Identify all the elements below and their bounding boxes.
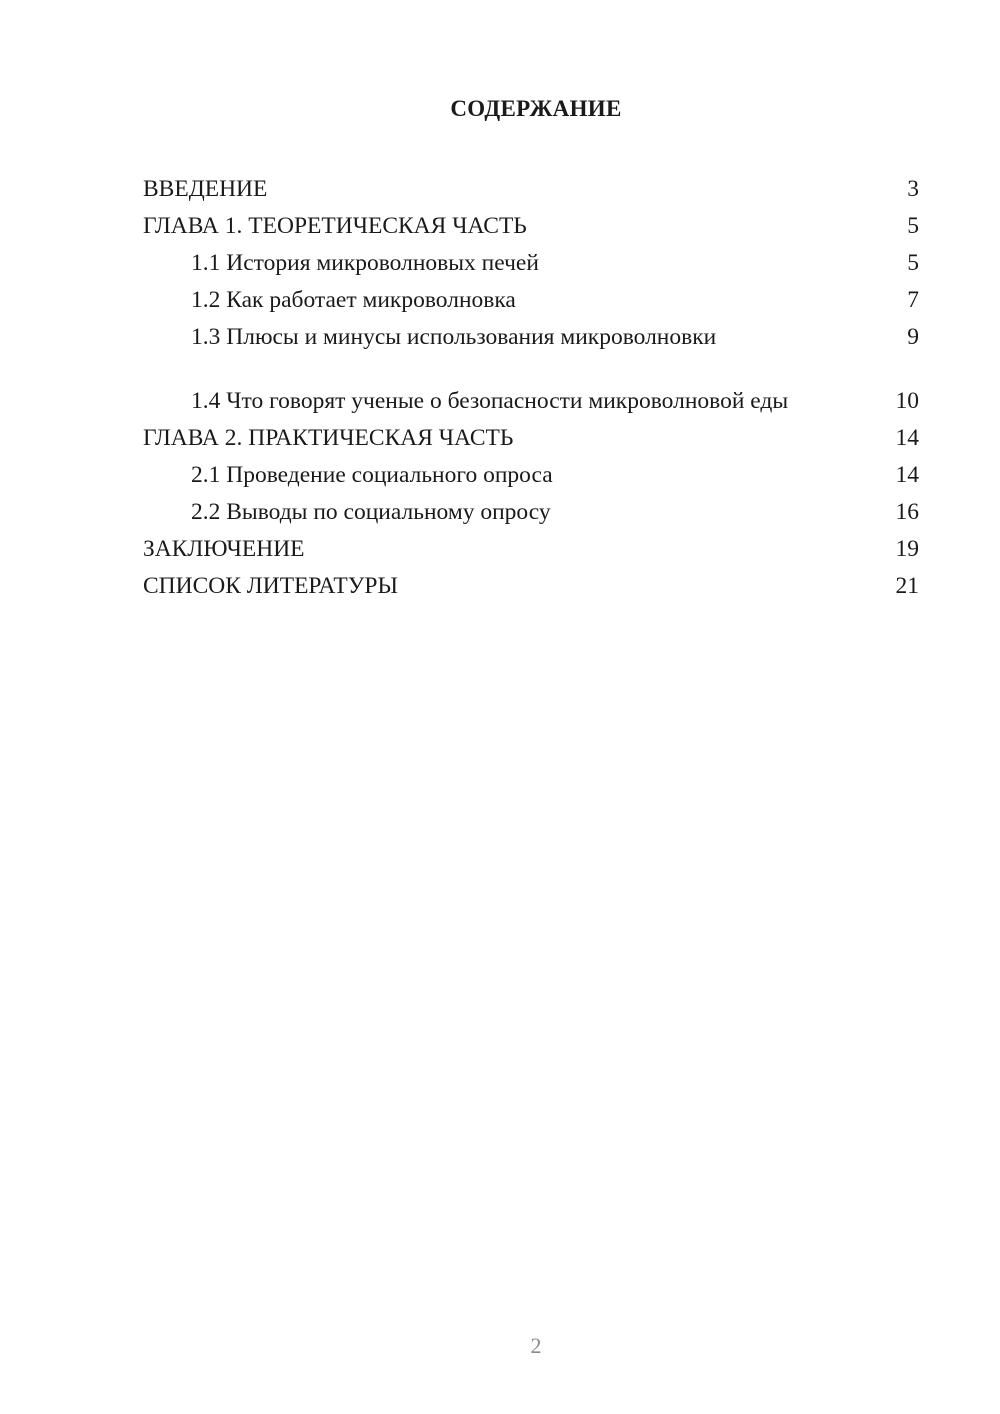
toc-entry-label: 1.4 Что говорят ученые о безопасности микроволновой еды	[191, 388, 789, 414]
toc-entry	[143, 279, 919, 316]
toc-entry-label: 1.1 История микроволновых печей	[191, 250, 539, 276]
toc-entry	[143, 528, 919, 565]
toc-entry	[143, 491, 919, 528]
toc-entry-label: 1.2 Как работает микроволновка	[191, 287, 516, 313]
table-of-contents	[143, 168, 919, 602]
toc-entry-page: 14	[895, 462, 919, 488]
toc-entry-page: 19	[895, 536, 919, 562]
toc-entry-page: 10	[895, 388, 919, 414]
toc-entry-page: 7	[907, 287, 919, 313]
toc-entry	[143, 205, 919, 242]
toc-entry-page: 9	[907, 324, 919, 350]
toc-entry-label: 1.3 Плюсы и минусы использования микроволновки	[191, 324, 717, 350]
toc-entry-label: ГЛАВА 2. ПРАКТИЧЕСКАЯ ЧАСТЬ	[143, 425, 514, 451]
toc-entry-label: ЗАКЛЮЧЕНИЕ	[143, 536, 305, 562]
toc-entry-page: 3	[907, 176, 919, 202]
toc-entry	[143, 353, 919, 417]
toc-entry	[143, 316, 919, 353]
page-title: СОДЕРЖАНИЕ	[450, 96, 622, 121]
toc-entry	[143, 417, 919, 454]
toc-entry-page: 5	[907, 250, 919, 276]
toc-entry-label: СПИСОК ЛИТЕРАТУРЫ	[143, 573, 398, 599]
toc-entry	[143, 454, 919, 491]
toc-entry-label: ВВЕДЕНИЕ	[143, 176, 268, 202]
toc-entry-label: 2.2 Выводы по социальному опросу	[191, 499, 551, 525]
toc-entry-label: ГЛАВА 1. ТЕОРЕТИЧЕСКАЯ ЧАСТЬ	[143, 213, 527, 239]
page-number: 2	[530, 1333, 542, 1358]
toc-entry-page: 14	[895, 425, 919, 451]
toc-entry	[143, 242, 919, 279]
toc-entry-page: 5	[907, 213, 919, 239]
toc-entry-page: 16	[895, 499, 919, 525]
toc-entry	[143, 168, 919, 205]
toc-entry	[143, 565, 919, 602]
toc-entry-label: 2.1 Проведение социального опроса	[191, 462, 553, 488]
toc-entry-page: 21	[895, 573, 919, 599]
